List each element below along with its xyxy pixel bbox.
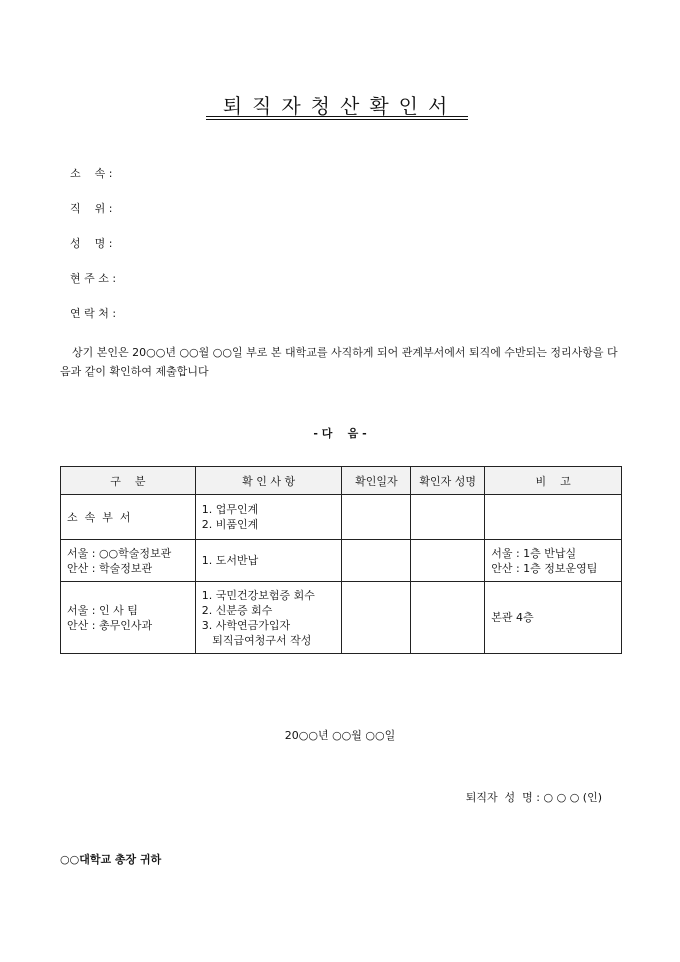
cell-remarks bbox=[485, 540, 622, 582]
field-address: 현 주 소 : bbox=[70, 272, 117, 285]
cell-items bbox=[195, 540, 342, 582]
item-line: 1. 업무인계 bbox=[201, 503, 259, 516]
table-header-row bbox=[61, 467, 622, 495]
item-line: 2. 신분증 회수 bbox=[201, 603, 273, 617]
cell-division bbox=[61, 495, 196, 540]
header-remarks: 비 고 bbox=[485, 467, 622, 495]
table-row bbox=[61, 495, 622, 540]
cell-confirmer bbox=[411, 540, 485, 582]
cell-division bbox=[61, 582, 196, 654]
cell-remarks bbox=[485, 495, 622, 540]
cell-confirmer bbox=[411, 582, 485, 654]
title-underline bbox=[206, 116, 468, 117]
cell-items bbox=[195, 582, 342, 654]
cell-date bbox=[342, 495, 411, 540]
header-date: 확인일자 bbox=[342, 467, 411, 495]
cell-division bbox=[61, 540, 196, 582]
document-date: 20○○년 ○○월 ○○일 bbox=[284, 729, 396, 742]
document-title: 퇴직자청산확인서 bbox=[222, 94, 458, 118]
table-row bbox=[61, 582, 622, 654]
remark-line: 안산 : 1층 정보운영팀 bbox=[491, 561, 598, 575]
header-items: 확 인 사 항 bbox=[195, 467, 342, 495]
division-line: 안산 : 총무인사과 bbox=[67, 618, 153, 632]
item-line: 3. 사학연금가입자 bbox=[201, 618, 291, 632]
remark-line: 서울 : 1층 반납실 bbox=[491, 546, 577, 560]
cell-items bbox=[195, 495, 342, 540]
cell-date bbox=[342, 540, 411, 582]
division-line: 서울 : ○○학술정보관 bbox=[67, 546, 172, 560]
item-line: 퇴직급여청구서 작성 bbox=[201, 633, 312, 647]
cell-date bbox=[342, 582, 411, 654]
division-line: 안산 : 학술정보관 bbox=[67, 561, 153, 575]
division-line: 소 속 부 서 bbox=[67, 510, 131, 524]
division-line: 서울 : 인 사 팀 bbox=[67, 603, 138, 617]
cell-remarks bbox=[485, 582, 622, 654]
section-heading: - 다 음 - bbox=[313, 427, 367, 440]
confirmation-table bbox=[60, 466, 622, 654]
item-line: 1. 도서반납 bbox=[201, 554, 259, 567]
item-line: 1. 국민건강보험증 회수 bbox=[201, 588, 315, 602]
signature-line: 퇴직자 성 명 : ○ ○ ○ (인) bbox=[465, 791, 602, 804]
cell-confirmer bbox=[411, 495, 485, 540]
field-position: 직 위 : bbox=[70, 202, 113, 215]
remark-line: 본관 4층 bbox=[491, 611, 534, 624]
title-underline-double bbox=[206, 119, 468, 120]
recipient: ○○대학교 총장 귀하 bbox=[60, 853, 162, 866]
statement-text: 상기 본인은 20○○년 ○○월 ○○일 부로 본 대학교를 사직하게 되어 관계부서에서 퇴직에 수반되는 정리사항을 다음과 같이 확인하여 제출합니다 bbox=[60, 346, 618, 378]
header-confirmer: 확인자 성명 bbox=[411, 467, 485, 495]
table-row bbox=[61, 540, 622, 582]
field-contact: 연 락 처 : bbox=[70, 307, 117, 320]
header-division: 구 분 bbox=[61, 467, 196, 495]
item-line: 2. 비품인계 bbox=[201, 518, 259, 531]
field-affiliation: 소 속 : bbox=[70, 167, 113, 180]
field-name: 성 명 : bbox=[70, 237, 113, 250]
